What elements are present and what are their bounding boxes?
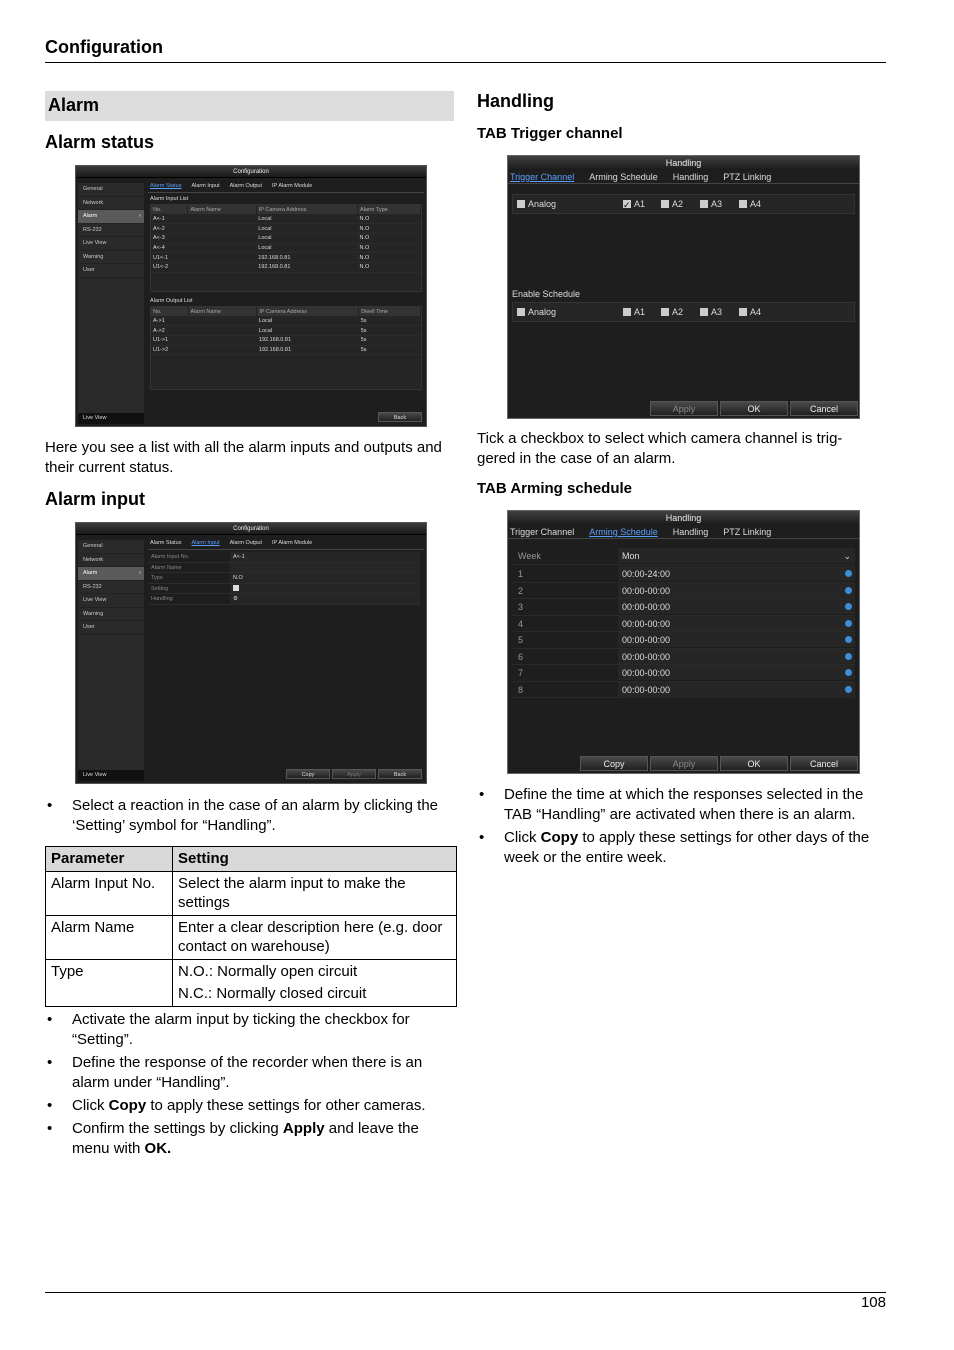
handling-gear-icon[interactable]: ⚙ <box>230 594 420 604</box>
schedule-time-field[interactable]: 00:00-00:00 <box>618 616 855 631</box>
tab-ptz-linking[interactable]: PTZ Linking <box>723 527 772 537</box>
type-row: Type N.O <box>148 573 420 584</box>
table-row: Alarm Name Enter a clear description here (e.g. door contact on warehouse) <box>46 916 457 960</box>
schedule-time-field[interactable]: 00:00-00:00 <box>618 665 855 680</box>
alarm-status-description: Here you see a list with all the alarm inputs and outputs and their current status. <box>45 439 442 476</box>
tab-trigger-channel[interactable]: Trigger Channel <box>510 172 575 182</box>
trigger-channel-heading: TAB Trigger channel <box>477 125 623 142</box>
back-button[interactable]: Back <box>378 769 422 779</box>
table-row[interactable]: A->1 Local 5s <box>151 316 421 326</box>
col-alarm-name: Alarm Name <box>188 307 257 316</box>
tab-trigger-channel[interactable]: Trigger Channel <box>510 527 575 537</box>
config-main <box>148 183 424 424</box>
type-select[interactable]: N.O <box>230 573 420 583</box>
tab-handling[interactable]: Handling <box>672 527 709 537</box>
table-row[interactable]: A<-2 Local N.O <box>151 224 421 234</box>
week-select[interactable]: Mon ⌄ <box>618 548 855 563</box>
sidebar-item-alarm[interactable]: Alarm › <box>78 567 144 581</box>
sidebar-item-live-view[interactable]: Live View <box>78 237 144 251</box>
trigger-analog-row: Analog ✓ A1 A2 A3 A4 <box>512 194 855 214</box>
table-row[interactable]: A->2 Local 5s <box>151 326 421 336</box>
alarm-input-no-select[interactable]: A<-1 <box>230 552 420 562</box>
sidebar-item-warning[interactable]: Warning <box>78 608 144 622</box>
page-header-title: Configuration <box>45 37 163 57</box>
clock-icon[interactable] <box>845 686 852 693</box>
alarm-input-no-row: Alarm Input No. A<-1 <box>148 552 420 563</box>
list-item: • Click Copy to apply these settings for other days of the week or the entire week. <box>477 828 877 868</box>
schedule-row: 7 00:00-00:00 <box>512 665 855 682</box>
alarm-status-heading: Alarm status <box>45 132 155 152</box>
col-dwell-time: Dwell Time <box>359 307 421 316</box>
alarm-input-screenshot <box>75 522 427 784</box>
a2-checkbox[interactable] <box>661 308 669 316</box>
col-no: No. <box>151 205 188 214</box>
table-row[interactable]: A<-3 Local N.O <box>151 233 421 243</box>
schedule-row: 6 00:00-00:00 <box>512 649 855 666</box>
table-row[interactable]: U1->2 192.168.0.81 5s <box>151 345 421 355</box>
alarm-output-list <box>150 306 422 390</box>
list-item: • Confirm the settings by clicking Apply and leave the menu with OK. <box>45 1119 457 1159</box>
chevron-down-icon: ⌄ <box>843 551 851 561</box>
sidebar-item-general[interactable]: General <box>78 540 144 554</box>
tab-alarm-input[interactable]: Alarm Input <box>191 540 220 546</box>
schedule-time-field[interactable]: 00:00-00:00 <box>618 599 855 614</box>
table-row: Type N.O.: Normally open circuit N.C.: Normally closed circuit <box>46 960 457 1007</box>
handling-row: Handling ⚙ <box>148 594 420 605</box>
schedule-analog-row: Analog A1 A2 A3 A4 <box>512 302 855 322</box>
tab-arming-schedule[interactable]: Arming Schedule <box>589 527 658 537</box>
tab-alarm-status[interactable]: Alarm Status <box>150 540 182 546</box>
table-row[interactable]: U1<-1 192.168.0.81 N.O <box>151 253 421 263</box>
handling-window-title: Handling <box>508 156 859 170</box>
clock-icon[interactable] <box>845 636 852 643</box>
clock-icon[interactable] <box>845 669 852 676</box>
schedule-row: 5 00:00-00:00 <box>512 632 855 649</box>
a4-checkbox[interactable] <box>739 200 747 208</box>
alarm-input-steps-list <box>45 1010 457 1162</box>
cancel-button[interactable]: Cancel <box>790 401 858 416</box>
clock-icon[interactable] <box>845 653 852 660</box>
alarm-input-table <box>151 205 421 273</box>
parameter-header: Parameter <box>46 847 173 872</box>
col-alarm-name: Alarm Name <box>188 205 256 214</box>
list-item: • Define the time at which the responses selected in the TAB “Handling” are activated when there is an alarm. <box>477 785 877 825</box>
schedule-time-field[interactable]: 00:00-24:00 <box>618 566 855 581</box>
schedule-row: 2 00:00-00:00 <box>512 583 855 600</box>
tab-ptz-linking[interactable]: PTZ Linking <box>723 172 772 182</box>
list-item: • Click Copy to apply these settings for other cameras. <box>45 1096 457 1116</box>
enable-schedule-label: Enable Schedule <box>512 289 581 299</box>
sidebar-item-live-view[interactable]: Live View <box>78 594 144 608</box>
arming-schedule-screenshot <box>507 510 860 774</box>
config-tabs <box>148 183 424 193</box>
week-row: Week Mon ⌄ <box>512 548 855 565</box>
table-row[interactable]: A<-4 Local N.O <box>151 243 421 253</box>
analog-checkbox[interactable] <box>517 200 525 208</box>
alarm-input-heading: Alarm input <box>45 489 146 509</box>
page-number: 108 <box>860 1294 886 1311</box>
alarm-name-input[interactable] <box>230 563 420 573</box>
tab-ip-alarm-module[interactable]: IP Alarm Module <box>272 540 313 546</box>
sidebar-item-rs232[interactable]: RS-232 <box>78 224 144 238</box>
alarm-name-row: Alarm Name <box>148 563 420 574</box>
sidebar-item-user[interactable]: User <box>78 264 144 278</box>
tab-alarm-input[interactable]: Alarm Input <box>191 183 220 189</box>
list-item: • Select a reaction in the case of an alarm by clicking the ‘Setting’ symbol for “Handling”. <box>45 796 457 836</box>
config-main <box>148 540 424 781</box>
schedule-time-field[interactable]: 00:00-00:00 <box>618 632 855 647</box>
alarm-input-form <box>148 552 420 605</box>
ok-button[interactable]: OK <box>720 401 788 416</box>
sidebar-item-general[interactable]: General <box>78 183 144 197</box>
table-row[interactable]: U1<-2 192.168.0.81 N.O <box>151 262 421 272</box>
trigger-channel-description: Tick a checkbox to select which camera channel is trig-gered in the case of an alarm. <box>477 430 843 467</box>
tab-alarm-output[interactable]: Alarm Output <box>229 183 263 189</box>
alarm-output-table <box>151 307 421 355</box>
col-no: No. <box>151 307 188 316</box>
alarm-input-list-label: Alarm Input List <box>150 196 189 202</box>
sidebar-item-warning[interactable]: Warning <box>78 251 144 265</box>
a3-checkbox[interactable] <box>700 200 708 208</box>
schedule-time-field[interactable]: 00:00-00:00 <box>618 583 855 598</box>
header-rule <box>45 62 886 63</box>
analog-checkbox[interactable] <box>517 308 525 316</box>
alarm-input-intro-list <box>45 796 457 839</box>
sidebar-item-alarm[interactable]: Alarm › <box>78 210 144 224</box>
schedule-row: 3 00:00-00:00 <box>512 599 855 616</box>
table-row[interactable]: U1->1 192.168.0.81 5s <box>151 335 421 345</box>
copy-button[interactable]: Copy <box>580 756 648 771</box>
alarm-output-list-label: Alarm Output List <box>150 298 193 304</box>
list-item: • Activate the alarm input by ticking the checkbox for “Setting”. <box>45 1010 457 1050</box>
copy-button[interactable]: Copy <box>286 769 330 779</box>
setting-header: Setting <box>173 847 457 872</box>
tab-handling[interactable]: Handling <box>672 172 709 182</box>
clock-icon[interactable] <box>845 587 852 594</box>
arming-schedule-heading: TAB Arming schedule <box>477 480 633 497</box>
col-ip-camera-address: IP Camera Address <box>257 307 359 316</box>
clock-icon[interactable] <box>845 603 852 610</box>
section-title: Alarm <box>45 91 454 121</box>
col-alarm-type: Alarm Type <box>357 205 420 214</box>
col-ip-camera-address: IP Camera Address <box>256 205 357 214</box>
live-view-button[interactable]: Live View <box>78 413 144 424</box>
apply-button[interactable]: Apply <box>332 769 376 779</box>
ok-button[interactable]: OK <box>720 756 788 771</box>
list-item: • Define the response of the recorder when there is an alarm under “Handling”. <box>45 1053 457 1093</box>
sidebar-item-rs232[interactable]: RS-232 <box>78 581 144 595</box>
setting-checkbox[interactable] <box>233 585 239 591</box>
setting-row: Setting <box>148 584 420 595</box>
sidebar-item-network[interactable]: Network <box>78 554 144 568</box>
tab-arming-schedule[interactable]: Arming Schedule <box>589 172 658 182</box>
cancel-button[interactable]: Cancel <box>790 756 858 771</box>
alarm-status-screenshot <box>75 165 427 427</box>
arming-schedule-list <box>477 785 877 871</box>
apply-button[interactable]: Apply <box>650 756 718 771</box>
tab-alarm-status[interactable]: Alarm Status <box>150 183 182 189</box>
a4-checkbox[interactable] <box>739 308 747 316</box>
schedule-row: 8 00:00-00:00 <box>512 682 855 699</box>
schedule-time-field[interactable]: 00:00-00:00 <box>618 649 855 664</box>
tab-alarm-output[interactable]: Alarm Output <box>229 540 263 546</box>
handling-tabs <box>508 525 859 539</box>
footer-rule <box>45 1292 886 1293</box>
a1-checkbox[interactable] <box>623 200 631 208</box>
schedule-time-field[interactable]: 00:00-00:00 <box>618 682 855 697</box>
config-window-title: Configuration <box>76 523 426 535</box>
a2-checkbox[interactable] <box>661 200 669 208</box>
apply-button[interactable]: Apply <box>650 401 718 416</box>
config-sidebar <box>78 540 144 781</box>
handling-tabs <box>508 170 859 184</box>
handling-heading: Handling <box>477 91 554 111</box>
config-sidebar <box>78 183 144 424</box>
trigger-channel-screenshot <box>507 155 860 419</box>
config-tabs <box>148 540 424 550</box>
parameter-table <box>45 846 457 1007</box>
a3-checkbox[interactable] <box>700 308 708 316</box>
table-row: Alarm Input No. Select the alarm input to make the settings <box>46 872 457 916</box>
clock-icon[interactable] <box>845 620 852 627</box>
live-view-button[interactable]: Live View <box>78 770 144 781</box>
schedule-row: 4 00:00-00:00 <box>512 616 855 633</box>
back-button[interactable]: Back <box>378 412 422 422</box>
a1-checkbox[interactable] <box>623 308 631 316</box>
sidebar-item-user[interactable]: User <box>78 621 144 635</box>
alarm-input-list <box>150 204 422 292</box>
table-row[interactable]: A<-1 Local N.O <box>151 214 421 224</box>
schedule-row: 1 00:00-24:00 <box>512 566 855 583</box>
tab-ip-alarm-module[interactable]: IP Alarm Module <box>272 183 313 189</box>
sidebar-item-network[interactable]: Network <box>78 197 144 211</box>
handling-window-title: Handling <box>508 511 859 525</box>
clock-icon[interactable] <box>845 570 852 577</box>
config-window-title: Configuration <box>76 166 426 178</box>
